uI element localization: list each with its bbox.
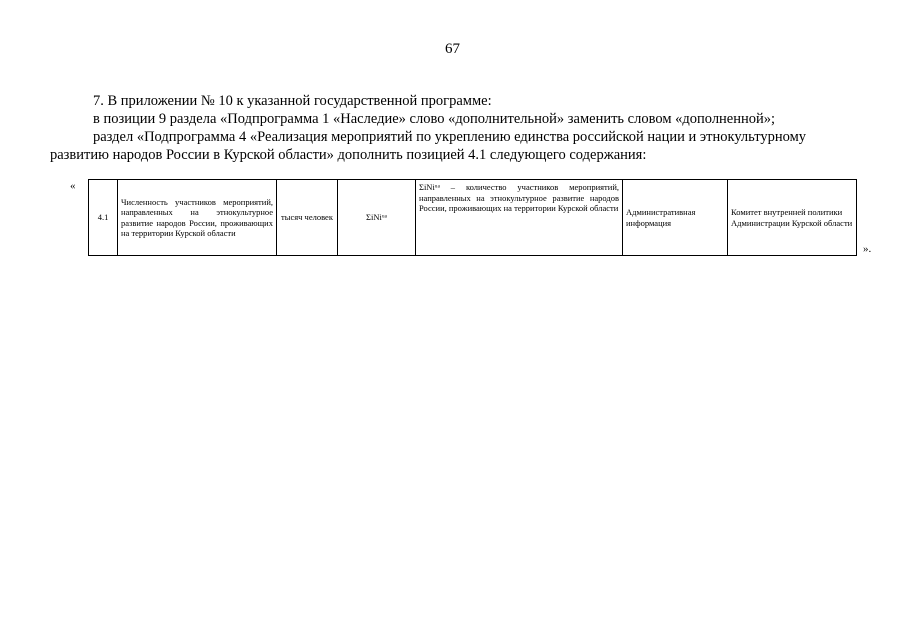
data-source-cell: Административная информация (623, 180, 728, 256)
closing-quote: ». (863, 243, 872, 255)
formula-cell: ΣiNiᵘᵃ (338, 180, 416, 256)
page-number: 67 (445, 41, 460, 57)
position-number-cell: 4.1 (89, 180, 118, 256)
paragraph-subprogram-4-continued: развитию народов России в Курской области» дополнить позицией 4.1 следующего содержания: (50, 147, 647, 163)
indicator-name-cell: Численность участников мероприятий, направленных на этнокультурное развитие народов России, проживающих на территории Курской области (118, 180, 277, 256)
responsible-cell: Комитет внутренней политики Администрации Курской области (728, 180, 857, 256)
paragraph-item-7: 7. В приложении № 10 к указанной государственной программе: (93, 93, 492, 109)
unit-cell: тысяч человек (277, 180, 338, 256)
table-row (89, 180, 857, 256)
inserted-position-table (88, 179, 857, 256)
paragraph-subprogram-4: раздел «Подпрограмма 4 «Реализация мероприятий по укреплению единства российской нации и этнокультурному (93, 129, 807, 145)
paragraph-position-9: в позиции 9 раздела «Подпрограмма 1 «Наследие» слово «дополнительной» заменить словом «дополненной»; (93, 111, 776, 127)
formula-description-cell: ΣiNiᵘᵃ – количество участников мероприятий, направленных на этнокультурное развитие народов России, проживающих на территории Курской области (416, 180, 623, 256)
opening-quote: « (70, 180, 76, 192)
